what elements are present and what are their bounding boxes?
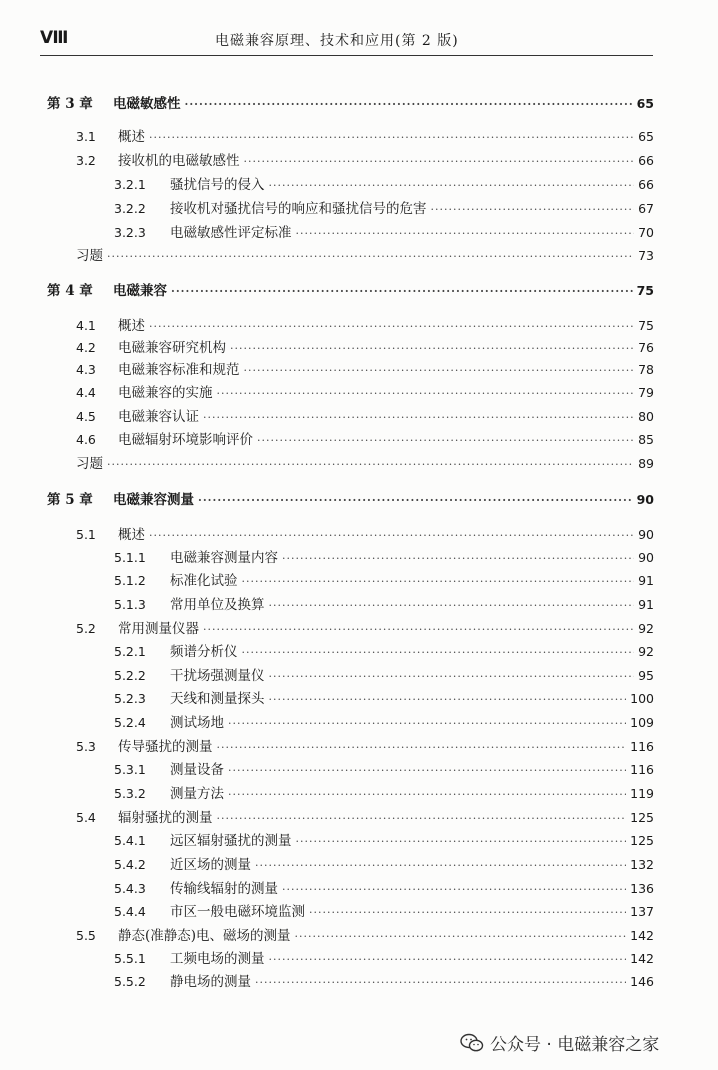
toc-number: 第 3 章 — [47, 96, 93, 112]
toc-title: 干扰场强测量仪 — [170, 668, 265, 684]
toc-exercise — [76, 244, 654, 266]
toc-number: 4.4 — [76, 385, 96, 400]
toc-page: 119 — [630, 786, 654, 801]
toc-section — [76, 523, 654, 545]
dot-leader — [228, 717, 626, 730]
toc-section — [76, 381, 654, 403]
toc-page: 142 — [630, 928, 654, 943]
toc-title: 电磁辐射环境影响评价 — [118, 432, 253, 448]
toc-title: 电磁兼容标准和规范 — [118, 362, 240, 378]
toc-number: 3.2.3 — [114, 225, 146, 240]
toc-page: 125 — [630, 810, 654, 825]
dot-leader — [309, 906, 626, 919]
toc-number: 5.4.4 — [114, 904, 146, 919]
toc-subsection — [114, 687, 654, 709]
dot-leader — [431, 203, 635, 216]
toc-subsection — [114, 758, 654, 780]
toc-number: 5.2.2 — [114, 668, 146, 683]
toc-number: 4.3 — [76, 362, 96, 377]
dot-leader — [269, 670, 635, 683]
toc-page: 65 — [638, 129, 654, 144]
toc-number: 5.2.4 — [114, 715, 146, 730]
toc-section — [76, 358, 654, 380]
toc-subsection — [114, 947, 654, 969]
dot-leader — [107, 250, 634, 263]
toc-section — [76, 125, 654, 147]
dot-leader — [228, 764, 626, 777]
toc-page: 65 — [636, 96, 654, 111]
toc-number: 5.3.2 — [114, 786, 146, 801]
dot-leader — [217, 387, 635, 400]
toc-page: 76 — [638, 340, 654, 355]
toc-page: 85 — [638, 432, 654, 447]
toc-number: 5.3.1 — [114, 762, 146, 777]
toc-page: 91 — [638, 597, 654, 612]
toc-exercise — [76, 452, 654, 474]
toc-section — [76, 314, 654, 336]
toc-number: 5.1 — [76, 527, 96, 542]
toc-number: 5.4.2 — [114, 857, 146, 872]
toc-number: 第 5 章 — [47, 492, 93, 508]
toc-subsection — [114, 546, 654, 568]
toc-subsection — [114, 877, 654, 899]
toc-page: 78 — [638, 362, 654, 377]
toc-section — [76, 336, 654, 358]
dot-leader — [107, 458, 634, 471]
toc-page: 73 — [638, 248, 654, 263]
toc-number: 3.1 — [76, 129, 96, 144]
toc-title: 常用测量仪器 — [118, 621, 199, 637]
toc-number: 5.2.1 — [114, 644, 146, 659]
toc-title: 标准化试验 — [170, 573, 238, 589]
toc-title: 市区一般电磁环境监测 — [170, 904, 305, 920]
toc-title: 传导骚扰的测量 — [118, 739, 213, 755]
toc-number: 5.5.1 — [114, 951, 146, 966]
dot-leader — [282, 552, 634, 565]
toc-page: 70 — [638, 225, 654, 240]
dot-leader — [296, 227, 635, 240]
toc-page: 92 — [638, 621, 654, 636]
toc-chapter — [47, 92, 654, 114]
toc-title: 静电场的测量 — [170, 974, 251, 990]
toc-title: 传输线辐射的测量 — [170, 881, 278, 897]
toc-title: 工频电场的测量 — [170, 951, 265, 967]
toc-chapter — [47, 279, 654, 301]
toc-number: 3.2 — [76, 153, 96, 168]
dot-leader — [255, 976, 626, 989]
toc-page: 92 — [638, 644, 654, 659]
toc-page: 100 — [630, 691, 654, 706]
dot-leader — [149, 131, 634, 144]
dot-leader — [282, 883, 626, 896]
toc-title: 电磁敏感性 — [113, 96, 181, 112]
toc-title: 常用单位及换算 — [170, 597, 265, 613]
running-title: 电磁兼容原理、技术和应用(第 2 版) — [215, 33, 459, 49]
toc-page: 132 — [630, 857, 654, 872]
dot-leader — [198, 494, 633, 507]
toc-subsection — [114, 593, 654, 615]
toc-section — [76, 806, 654, 828]
toc-page: 91 — [638, 573, 654, 588]
toc-number: 5.2 — [76, 621, 96, 636]
dot-leader — [217, 741, 627, 754]
toc-chapter — [47, 488, 654, 510]
toc-page: 90 — [638, 527, 654, 542]
toc-title: 天线和测量探头 — [170, 691, 265, 707]
toc-number: 4.1 — [76, 318, 96, 333]
toc-title: 远区辐射骚扰的测量 — [170, 833, 292, 849]
dot-leader — [149, 529, 634, 542]
dot-leader — [296, 835, 627, 848]
dot-leader — [244, 155, 635, 168]
toc-page: 116 — [630, 739, 654, 754]
watermark-text: 公众号 · 电磁兼容之家 — [490, 1035, 660, 1055]
dot-leader — [242, 646, 635, 659]
toc-title: 静态(准静态)电、磁场的测量 — [118, 928, 291, 944]
dot-leader — [269, 693, 627, 706]
toc-subsection — [114, 970, 654, 992]
dot-leader — [257, 434, 634, 447]
toc-subsection — [114, 173, 654, 195]
toc-page: 66 — [638, 153, 654, 168]
toc-number: 5.5 — [76, 928, 96, 943]
toc-number: 3.2.1 — [114, 177, 146, 192]
toc-title: 习题 — [76, 248, 103, 264]
toc-page: 109 — [630, 715, 654, 730]
toc-number: 5.3 — [76, 739, 96, 754]
toc-title: 骚扰信号的侵入 — [170, 177, 265, 193]
toc-subsection — [114, 664, 654, 686]
toc-number: 5.1.2 — [114, 573, 146, 588]
dot-leader — [203, 411, 634, 424]
toc-page: 80 — [638, 409, 654, 424]
toc-number: 5.5.2 — [114, 974, 146, 989]
toc-number: 5.4 — [76, 810, 96, 825]
toc-title: 近区场的测量 — [170, 857, 251, 873]
toc-subsection — [114, 829, 654, 851]
toc-number: 5.1.1 — [114, 550, 146, 565]
toc-title: 习题 — [76, 456, 103, 472]
toc-number: 4.6 — [76, 432, 96, 447]
toc-page: 116 — [630, 762, 654, 777]
toc-section — [76, 428, 654, 450]
toc-subsection — [114, 853, 654, 875]
dot-leader — [185, 98, 633, 111]
dot-leader — [295, 930, 627, 943]
toc-title: 接收机的电磁敏感性 — [118, 153, 240, 169]
toc-page: 125 — [630, 833, 654, 848]
toc-page: 146 — [630, 974, 654, 989]
toc-number: 4.2 — [76, 340, 96, 355]
toc-title: 电磁兼容的实施 — [118, 385, 213, 401]
toc-page: 136 — [630, 881, 654, 896]
toc-page: 75 — [638, 318, 654, 333]
toc-number: 5.4.1 — [114, 833, 146, 848]
dot-leader — [228, 788, 626, 801]
toc-section — [76, 405, 654, 427]
toc-title: 概述 — [118, 129, 145, 145]
toc-page: 75 — [636, 283, 654, 298]
toc-page: 142 — [630, 951, 654, 966]
dot-leader — [242, 575, 635, 588]
toc-page: 89 — [638, 456, 654, 471]
toc-subsection — [114, 640, 654, 662]
toc-section — [76, 617, 654, 639]
dot-leader — [255, 859, 626, 872]
page-number: Ⅷ — [40, 28, 68, 48]
toc-title: 概述 — [118, 318, 145, 334]
toc-title: 辐射骚扰的测量 — [118, 810, 213, 826]
toc-section — [76, 149, 654, 171]
toc-subsection — [114, 569, 654, 591]
toc-title: 电磁兼容 — [113, 283, 167, 299]
toc-number: 4.5 — [76, 409, 96, 424]
toc-title: 接收机对骚扰信号的响应和骚扰信号的危害 — [170, 201, 427, 217]
toc-subsection — [114, 782, 654, 804]
toc-page: 67 — [638, 201, 654, 216]
toc-subsection — [114, 221, 654, 243]
toc-number: 5.1.3 — [114, 597, 146, 612]
toc-title: 测量设备 — [170, 762, 224, 778]
dot-leader — [244, 364, 635, 377]
toc-title: 测量方法 — [170, 786, 224, 802]
toc-title: 频谱分析仪 — [170, 644, 238, 660]
toc-title: 电磁敏感性评定标准 — [170, 225, 292, 241]
toc-title: 电磁兼容研究机构 — [118, 340, 226, 356]
toc-page: 90 — [638, 550, 654, 565]
dot-leader — [171, 285, 633, 298]
dot-leader — [230, 342, 634, 355]
toc-section — [76, 735, 654, 757]
toc-page: 79 — [638, 385, 654, 400]
toc-number: 第 4 章 — [47, 283, 93, 299]
toc-title: 电磁兼容认证 — [118, 409, 199, 425]
watermark — [460, 1030, 659, 1055]
toc-page: 137 — [630, 904, 654, 919]
toc-title: 电磁兼容测量内容 — [170, 550, 278, 566]
dot-leader — [203, 623, 634, 636]
dot-leader — [149, 320, 634, 333]
toc-subsection — [114, 711, 654, 733]
dot-leader — [269, 953, 627, 966]
dot-leader — [217, 812, 627, 825]
toc-title: 测试场地 — [170, 715, 224, 731]
toc-number: 5.2.3 — [114, 691, 146, 706]
toc-page: 95 — [638, 668, 654, 683]
wechat-icon — [460, 1033, 484, 1053]
toc-section — [76, 924, 654, 946]
toc-number: 5.4.3 — [114, 881, 146, 896]
toc-title: 电磁兼容测量 — [113, 492, 194, 508]
toc-number: 3.2.2 — [114, 201, 146, 216]
dot-leader — [269, 179, 635, 192]
toc-page: 90 — [636, 492, 654, 507]
dot-leader — [269, 599, 635, 612]
toc-subsection — [114, 900, 654, 922]
toc-title: 概述 — [118, 527, 145, 543]
toc-subsection — [114, 197, 654, 219]
toc-page: 66 — [638, 177, 654, 192]
